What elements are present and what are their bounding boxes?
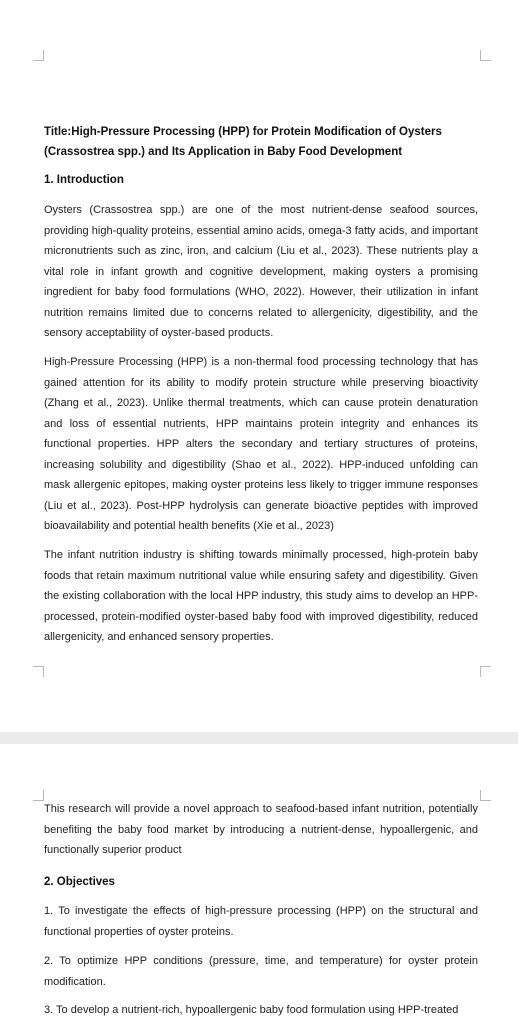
objective-item: 3. To develop a nutrient-rich, hypoallergenic baby food formulation using HPP-treated (44, 1004, 459, 1016)
section-heading-introduction: 1. Introduction (44, 174, 124, 186)
margin-corner-mark (480, 50, 491, 61)
paragraph: This research will provide a novel approach to seafood-based infant nutrition, potentially benefiting the baby food market by introducing a nutrient-dense, hypoallergenic, and functionally superior product (44, 803, 478, 856)
section-heading-objectives: 2. Objectives (44, 876, 115, 888)
document-title: Title:High-Pressure Processing (HPP) for Protein Modification of Oysters (Crassostrea spp.) and Its Application in Baby Food Development (44, 126, 442, 158)
margin-corner-mark (33, 50, 44, 61)
margin-corner-mark (33, 666, 44, 677)
document-page-2 (0, 744, 518, 1024)
paragraph: High-Pressure Processing (HPP) is a non-thermal food processing technology that has gained attention for its ability to modify protein structure while preserving bioactivity (Zhang et al., 2023). Unlike thermal treatments, which can cause protein denaturation and loss of essential nutrients, HPP maintains protein integrity and enhances its functional properties. HPP alters the secondary and tertiary structures of proteins, increasing solubility and digestibility (Shao et al., 2022). HPP-induced unfolding can mask allergenic epitopes, making oyster proteins less likely to trigger immune responses (Liu et al., 2023). Post-HPP hydrolysis can generate bioactive peptides with improved bioavailability and potential health benefits (Xie et al., 2023) (44, 356, 478, 532)
page-separator (0, 732, 518, 744)
margin-corner-mark (480, 790, 491, 801)
objective-item: 1. To investigate the effects of high-pressure processing (HPP) on the structural and functional properties of oyster proteins. (44, 905, 478, 938)
objective-item: 2. To optimize HPP conditions (pressure, time, and temperature) for oyster protein modification. (44, 955, 478, 988)
margin-corner-mark (480, 666, 491, 677)
paragraph: The infant nutrition industry is shifting towards minimally processed, high-protein baby foods that retain maximum nutritional value while ensuring safety and digestibility. Given the existing collaboration with the local HPP industry, this study aims to develop an HPP-processed, protein-modified oyster-based baby food with improved digestibility, reduced allergenicity, and enhanced sensory properties. (44, 549, 478, 643)
paragraph: Oysters (Crassostrea spp.) are one of the most nutrient-dense seafood sources, providing high-quality proteins, essential amino acids, omega-3 fatty acids, and important micronutrients such as zinc, iron, and calcium (Liu et al., 2023). These nutrients play a vital role in infant growth and cognitive development, making oysters a promising ingredient for baby food formulations (WHO, 2022). However, their utilization in infant nutrition remains limited due to concerns related to allergenicity, digestibility, and the sensory acceptability of oyster-based products. (44, 204, 478, 339)
margin-corner-mark (33, 790, 44, 801)
